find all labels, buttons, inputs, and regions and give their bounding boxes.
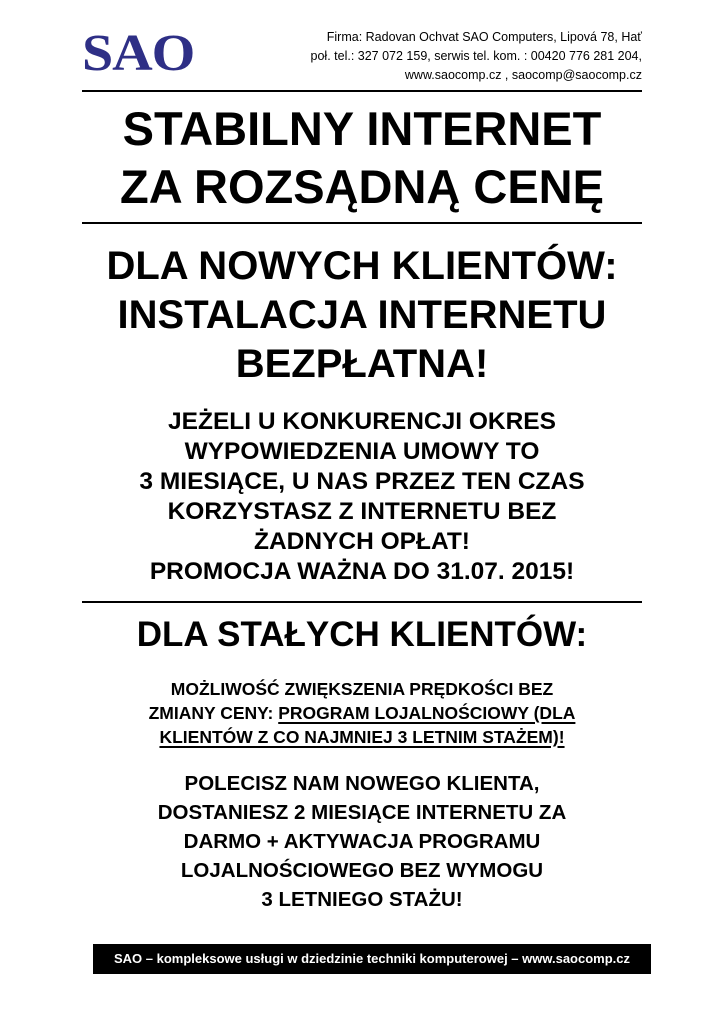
divider-headline	[82, 222, 642, 224]
referral-line: POLECISZ NAM NOWEGO KLIENTA,	[184, 772, 540, 795]
speed-offer-line: MOŻLIWOŚĆ ZWIĘKSZENIA PRĘDKOŚCI BEZ	[170, 679, 554, 699]
speed-offer-line	[82, 701, 642, 725]
referral-line: 3 LETNIEGO STAŻU!	[261, 888, 463, 911]
headline	[82, 100, 642, 216]
new-clients-title-line: INSTALACJA INTERNETU	[117, 293, 607, 337]
contact-info	[311, 28, 642, 85]
headline-line: ZA ROZSĄDNĄ CENĘ	[120, 160, 604, 213]
footer-banner: SAO – kompleksowe usługi w dziedzinie techniki komputerowej – www.saocomp.cz	[93, 944, 651, 974]
new-clients-title	[82, 242, 642, 389]
referral-line: DARMO + AKTYWACJA PROGRAMU	[183, 830, 541, 853]
offer-line: ŻADNYCH OPŁAT!	[254, 528, 470, 555]
contact-line-phones: poł. tel.: 327 072 159, serwis tel. kom. : 00420 776 281 204,	[310, 49, 642, 63]
speed-upgrade-offer	[82, 677, 642, 749]
header	[82, 22, 642, 90]
existing-clients-title: DLA STAŁYCH KLIENTÓW:	[136, 615, 588, 654]
referral-line: LOJALNOŚCIOWEGO BEZ WYMOGU	[180, 859, 544, 882]
divider-middle	[82, 601, 642, 603]
offer-line: WYPOWIEDZENIA UMOWY TO	[184, 438, 540, 465]
sao-logo: SAO	[82, 25, 195, 82]
offer-line: 3 MIESIĄCE, U NAS PRZEZ TEN CZAS	[139, 468, 585, 495]
offer-line: KORZYSTASZ Z INTERNETU BEZ	[167, 498, 557, 525]
new-clients-title-line: DLA NOWYCH KLIENTÓW:	[106, 244, 618, 288]
loyalty-program-condition: KLIENTÓW Z CO NAJMNIEJ 3 LETNIM STAŻEM)!	[159, 727, 565, 747]
referral-line: DOSTANIESZ 2 MIESIĄCE INTERNETU ZA	[157, 801, 567, 824]
flyer-page	[82, 22, 642, 914]
referral-offer	[82, 769, 642, 914]
speed-offer-plain: ZMIANY CENY:	[148, 703, 279, 723]
divider-top	[82, 90, 642, 92]
offer-line: JEŻELI U KONKURENCJI OKRES	[168, 408, 556, 435]
contact-line-company: Firma: Radovan Ochvat SAO Computers, Lipová 78, Hať	[326, 30, 642, 44]
new-clients-offer	[82, 407, 642, 587]
new-clients-title-line: BEZPŁATNA!	[235, 342, 489, 386]
loyalty-program-text: PROGRAM LOJALNOŚCIOWY (DLA	[278, 703, 576, 723]
contact-line-web-email: www.saocomp.cz , saocomp@saocomp.cz	[404, 68, 642, 82]
promo-deadline: PROMOCJA WAŻNA DO 31.07. 2015!	[149, 558, 575, 585]
headline-line: STABILNY INTERNET	[122, 102, 602, 155]
